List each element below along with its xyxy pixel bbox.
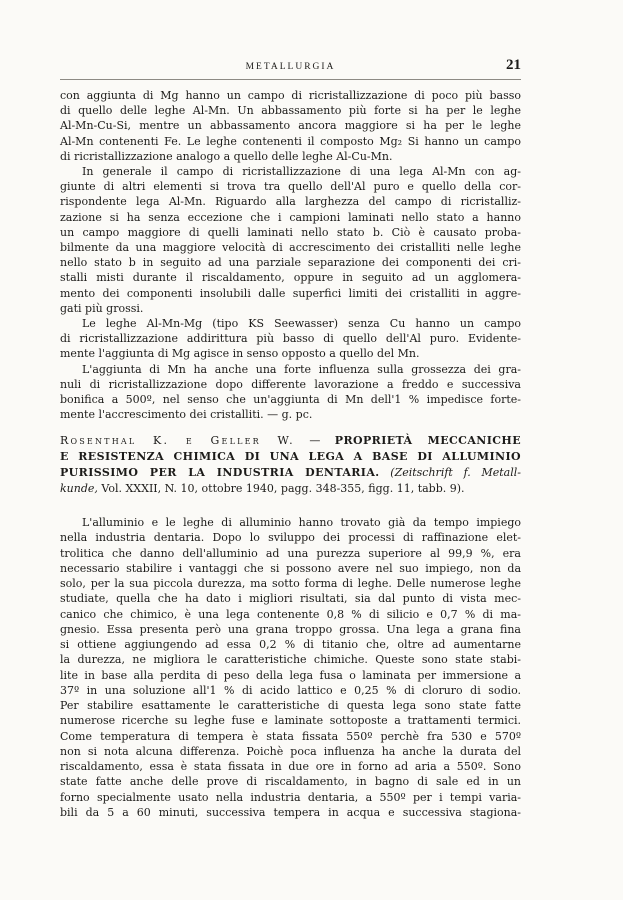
text-line: di ricristallizzazione analogo a quello delle leghe Al-Cu-Mn. — [60, 149, 393, 163]
text-line: Come temperatura di tempera è stata fissata 550º perchè fra 530 e 570º — [60, 729, 521, 743]
text-line: bilmente da una maggiore velocità di accrescimento dei cristalliti nelle leghe — [60, 241, 521, 255]
text-line: bili da 5 a 60 minuti, successiva tempera in acqua e successiva stagiona- — [60, 805, 521, 819]
text-line: nello stato b in seguito ad una parziale separazione dei componenti dei cri- — [60, 256, 521, 270]
text-line: solo, per la sua piccola durezza, ma sotto forma di leghe. Delle numerose leghe — [60, 577, 521, 590]
review-dash: — — [309, 434, 321, 447]
body-text — [60, 88, 521, 422]
text-line: gati più grossi. — [60, 301, 144, 315]
paragraph — [60, 164, 521, 316]
text-line: con aggiunta di Mg hanno un campo di ricristallizzazione di poco più basso — [60, 89, 521, 102]
text-line: Al-Mn-Cu-Si, mentre un abbassamento ancora maggiore si ha per le leghe — [60, 119, 521, 133]
text-line: L'alluminio e le leghe di alluminio hanno trovato già da tempo impiego — [82, 516, 521, 529]
paragraph — [60, 88, 521, 164]
text-line: necessario stabilire i vantaggi che si possono avere nel suo impiego, non da — [60, 561, 521, 575]
text-line: numerose ricerche su leghe fuse e laminate sottoposte a trattamenti termici. — [60, 714, 521, 728]
text-line: gnesio. Essa presenta però una grana troppo grossa. Una lega a grana fina — [60, 622, 521, 636]
header-rule — [60, 79, 521, 80]
running-header — [60, 57, 521, 80]
text-line: bonifica a 500º, nel senso che un'aggiunta di Mn dell'1 % impedisce forte- — [60, 393, 521, 407]
review-heading-line — [60, 433, 521, 449]
text-line: nella industria dentaria. Dopo lo sviluppo dei processi di raffinazione elet- — [60, 531, 521, 545]
text-line: riscaldamento, essa è stata fissata in due ore in forno ad aria a 550º. Sono — [60, 760, 521, 773]
text-line: L'aggiunta di Mn ha anche una forte influenza sulla grossezza dei gra- — [82, 362, 521, 376]
text-line: di ricristallizzazione addirittura più basso di quello dell'Al puro. Evidente- — [60, 332, 521, 346]
review-journal: (Zeitschrift f. Metall- — [390, 466, 521, 479]
text-line: Per stabilire esattamente le caratteristiche di questa lega sono state fatte — [60, 699, 521, 712]
text-line: In generale il campo di ricristallizzazione di una lega Al-Mn con ag- — [82, 165, 521, 179]
text-line: non si nota alcuna differenza. Poichè poca influenza ha anche la durata del — [60, 744, 521, 758]
text-line: nuli di ricristallizzazione dopo differente lavorazione a freddo e successiva — [60, 377, 521, 391]
text-line: la durezza, ne migliora le caratteristiche chimiche. Queste sono state stabi- — [60, 653, 521, 667]
review-title-part: PURISSIMO PER LA INDUSTRIA DENTARIA. — [60, 466, 380, 479]
review-title-part: PROPRIETÀ MECCANICHE — [334, 434, 522, 447]
text-line: di quello delle leghe Al-Mn. Un abbassamento più forte si ha per le leghe — [60, 104, 521, 118]
text-line: si ottiene aggiungendo ad essa 0,2 % di titanio che, oltre ad aumentarne — [60, 638, 521, 651]
review-authors: Rosenthal K. e Geller W. — [60, 434, 295, 447]
text-line: 37º in una soluzione all'1 % di acido lattico e 0,25 % di cloruro di sodio. — [60, 683, 521, 697]
text-line: rispondente lega Al-Mn. Riguardo alla larghezza del campo di ricristalliz- — [60, 195, 521, 209]
text-line: state fatte anche delle prove di riscaldamento, in bagno di sale ed in un — [60, 775, 521, 789]
text-line: lite in base alla perdita di peso della lega fusa o laminata per immersione a — [60, 668, 521, 682]
review-title-part: E RESISTENZA CHIMICA DI UNA LEGA A BASE DI ALLUMINIO — [60, 450, 521, 463]
text-line: mento dei componenti insolubili dalle superfici limiti dei cristalliti in aggre- — [60, 286, 521, 300]
paragraph — [60, 515, 521, 820]
review-heading — [60, 433, 521, 497]
text-line: zazione si ha senza eccezione che i campioni laminati nello stato a hanno — [60, 210, 521, 224]
text-line: trolitica che danno dell'alluminio ad una purezza superiore al 99,9 %, era — [60, 546, 521, 560]
text-line: mente l'aggiunta di Mg agisce in senso opposto a quello del Mn. — [60, 347, 420, 361]
text-line: giunte di altri elementi si trova tra quello dell'Al puro e quello della cor- — [60, 180, 521, 194]
text-line: mente l'accrescimento dei cristalliti. — g. pc. — [60, 408, 313, 422]
text-line: forno specialmente usato nella industria dentaria, a 550º per i tempi varia- — [60, 790, 521, 804]
running-title: METALLURGIA — [245, 62, 336, 72]
text-line: canico che chimico, è una lega contenente 0,8 % di silicio e 0,7 % di ma- — [60, 607, 521, 621]
text-line: Al-Mn contenenti Fe. Le leghe contenenti il composto Mg₂ Si hanno un campo — [60, 134, 521, 148]
review-body — [60, 515, 521, 820]
text-line: stalli misti durante il riscaldamento, oppure in seguito ad un agglomera- — [60, 271, 521, 285]
paragraph — [60, 362, 521, 423]
review-journal: kunde, — [60, 482, 98, 495]
review-heading-line — [60, 465, 521, 481]
text-line: un campo maggiore di quelli laminati nello stato b. Ciò è causato proba- — [60, 225, 521, 239]
page-number: 21 — [506, 57, 521, 73]
text-line: studiate, quella che ha dato i migliori risultati, sia dal punto di vista mec- — [60, 592, 521, 606]
paragraph — [60, 316, 521, 362]
text-line: Le leghe Al-Mn-Mg (tipo KS Seewasser) senza Cu hanno un campo — [82, 317, 521, 331]
review-citation: Vol. XXXII, N. 10, ottobre 1940, pagg. 348-355, figg. 11, tabb. 9). — [101, 482, 465, 495]
review-heading-line — [60, 481, 521, 497]
